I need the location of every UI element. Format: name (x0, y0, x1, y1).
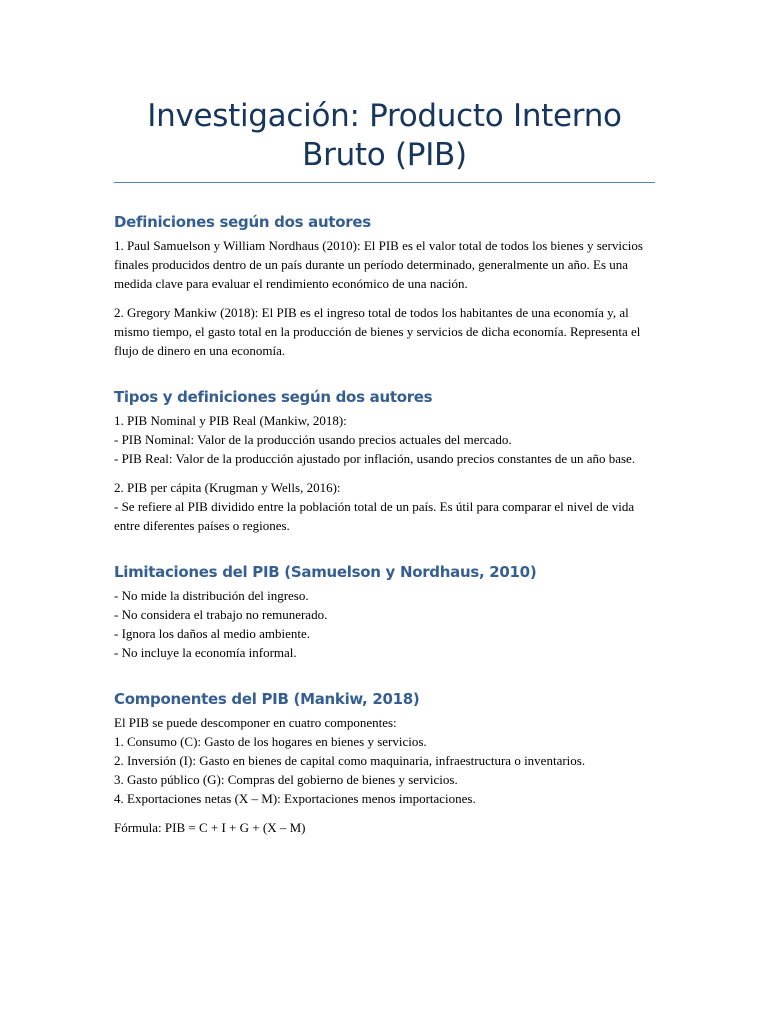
formula-text: Fórmula: PIB = C + I + G + (X – M) (114, 820, 306, 835)
text-line: 1. Paul Samuelson y William Nordhaus (2010): El PIB es el valor total de todos los bienes y servicios finales producidos dentro de un país durante un período determinado, generalmente un año. Es una medida clave para evaluar el rendimiento económico de una nación. (114, 238, 643, 291)
list-item: - No mide la distribución del ingreso. (114, 588, 309, 603)
section-definiciones (114, 213, 655, 360)
paragraph (114, 478, 655, 535)
paragraph (114, 303, 655, 360)
list-item: 4. Exportaciones netas (X – M): Exportaciones menos importaciones. (114, 791, 476, 806)
text-line: 2. PIB per cápita (Krugman y Wells, 2016): (114, 480, 341, 495)
list-item: 1. Consumo (C): Gasto de los hogares en bienes y servicios. (114, 734, 427, 749)
paragraph (114, 236, 655, 293)
section-heading: Componentes del PIB (Mankiw, 2018) (114, 690, 420, 708)
section-limitaciones (114, 563, 655, 662)
document-title: Investigación: Producto Interno Bruto (PIB) (147, 98, 622, 173)
section-heading: Tipos y definiciones según dos autores (114, 388, 433, 406)
section-componentes (114, 690, 655, 837)
text-line: - PIB Nominal: Valor de la producción usando precios actuales del mercado. (114, 432, 512, 447)
title-divider (114, 182, 655, 183)
list-item: - Ignora los daños al medio ambiente. (114, 626, 311, 641)
list-item: 3. Gasto público (G): Compras del gobierno de bienes y servicios. (114, 772, 458, 787)
text-line: - PIB Real: Valor de la producción ajustado por inflación, usando precios constantes de un año base. (114, 451, 636, 466)
document-page (114, 0, 655, 847)
text-line: 1. PIB Nominal y PIB Real (Mankiw, 2018): (114, 413, 347, 428)
paragraph (114, 713, 655, 808)
list-item: - No incluye la economía informal. (114, 645, 297, 660)
list-item: 2. Inversión (I): Gasto en bienes de capital como maquinaria, infraestructura o inventarios. (114, 753, 586, 768)
text-line: - Se refiere al PIB dividido entre la población total de un país. Es útil para comparar el nivel de vida entre diferentes países o regiones. (114, 499, 635, 533)
list-item: - No considera el trabajo no remunerado. (114, 607, 328, 622)
section-heading: Definiciones según dos autores (114, 213, 371, 231)
text-line: 2. Gregory Mankiw (2018): El PIB es el ingreso total de todos los habitantes de una economía y, al mismo tiempo, el gasto total en la producción de bienes y servicios de dicha economía. Representa el flujo de dinero en una economía. (114, 305, 641, 358)
section-heading: Limitaciones del PIB (Samuelson y Nordhaus, 2010) (114, 563, 537, 581)
paragraph (114, 586, 655, 662)
formula-paragraph (114, 818, 655, 837)
paragraph (114, 411, 655, 468)
text-line: El PIB se puede descomponer en cuatro componentes: (114, 715, 397, 730)
section-tipos (114, 388, 655, 535)
